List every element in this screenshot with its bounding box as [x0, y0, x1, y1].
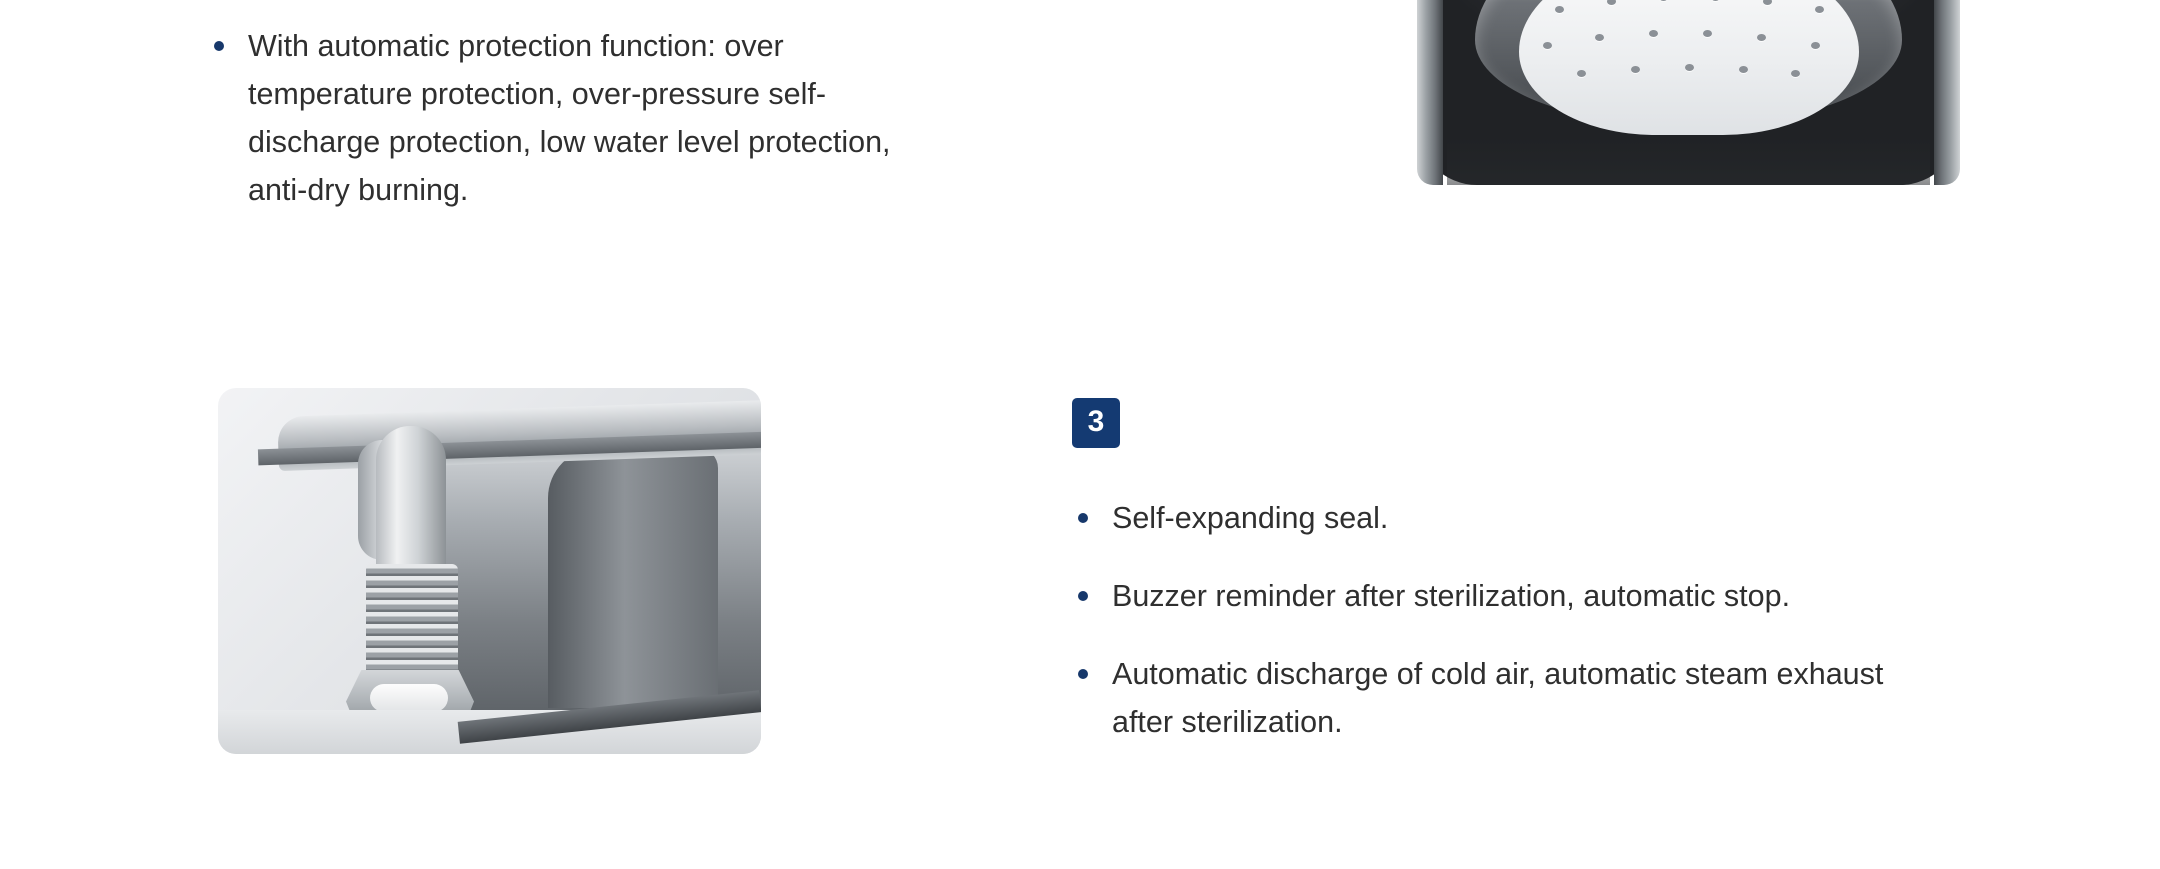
valve-pot-body-shadow: [548, 448, 718, 708]
feature-text-block-top-left: [208, 22, 908, 214]
pot-perforated-plate: [1519, 0, 1859, 135]
pot-bottom-shadow: [1447, 137, 1930, 185]
valve-threaded-shaft: [366, 564, 458, 676]
list-item: [1072, 650, 1952, 746]
bullet-list-bottom-right: [1072, 494, 1952, 746]
list-item: [1072, 572, 1952, 620]
bullet-dot-icon: [1078, 513, 1088, 523]
bullet-text: Self-expanding seal.: [1112, 501, 1389, 535]
list-item: [208, 22, 908, 214]
bullet-list-top-left: [208, 22, 908, 214]
bullet-dot-icon: [214, 41, 224, 51]
feature-text-block-bottom-right: [1072, 398, 1952, 776]
pot-interior-photo: [1417, 0, 1960, 185]
bullet-text: Buzzer reminder after sterilization, automatic stop.: [1112, 579, 1791, 613]
pot-rim-left: [1417, 0, 1443, 185]
step-number-badge: 3: [1072, 398, 1120, 448]
bullet-text: With automatic protection function: over temperature protection, over-pressure self-discharge protection, low water level protection, anti-dry burning.: [248, 29, 891, 207]
valve-stem: [376, 426, 446, 571]
valve-nut-face: [370, 684, 448, 712]
bullet-dot-icon: [1078, 669, 1088, 679]
list-item: [1072, 494, 1952, 542]
pot-rim-right: [1934, 0, 1960, 185]
bullet-text: Automatic discharge of cold air, automatic steam exhaust after sterilization.: [1112, 657, 1884, 739]
pressure-valve-photo: [218, 388, 761, 754]
bullet-dot-icon: [1078, 591, 1088, 601]
